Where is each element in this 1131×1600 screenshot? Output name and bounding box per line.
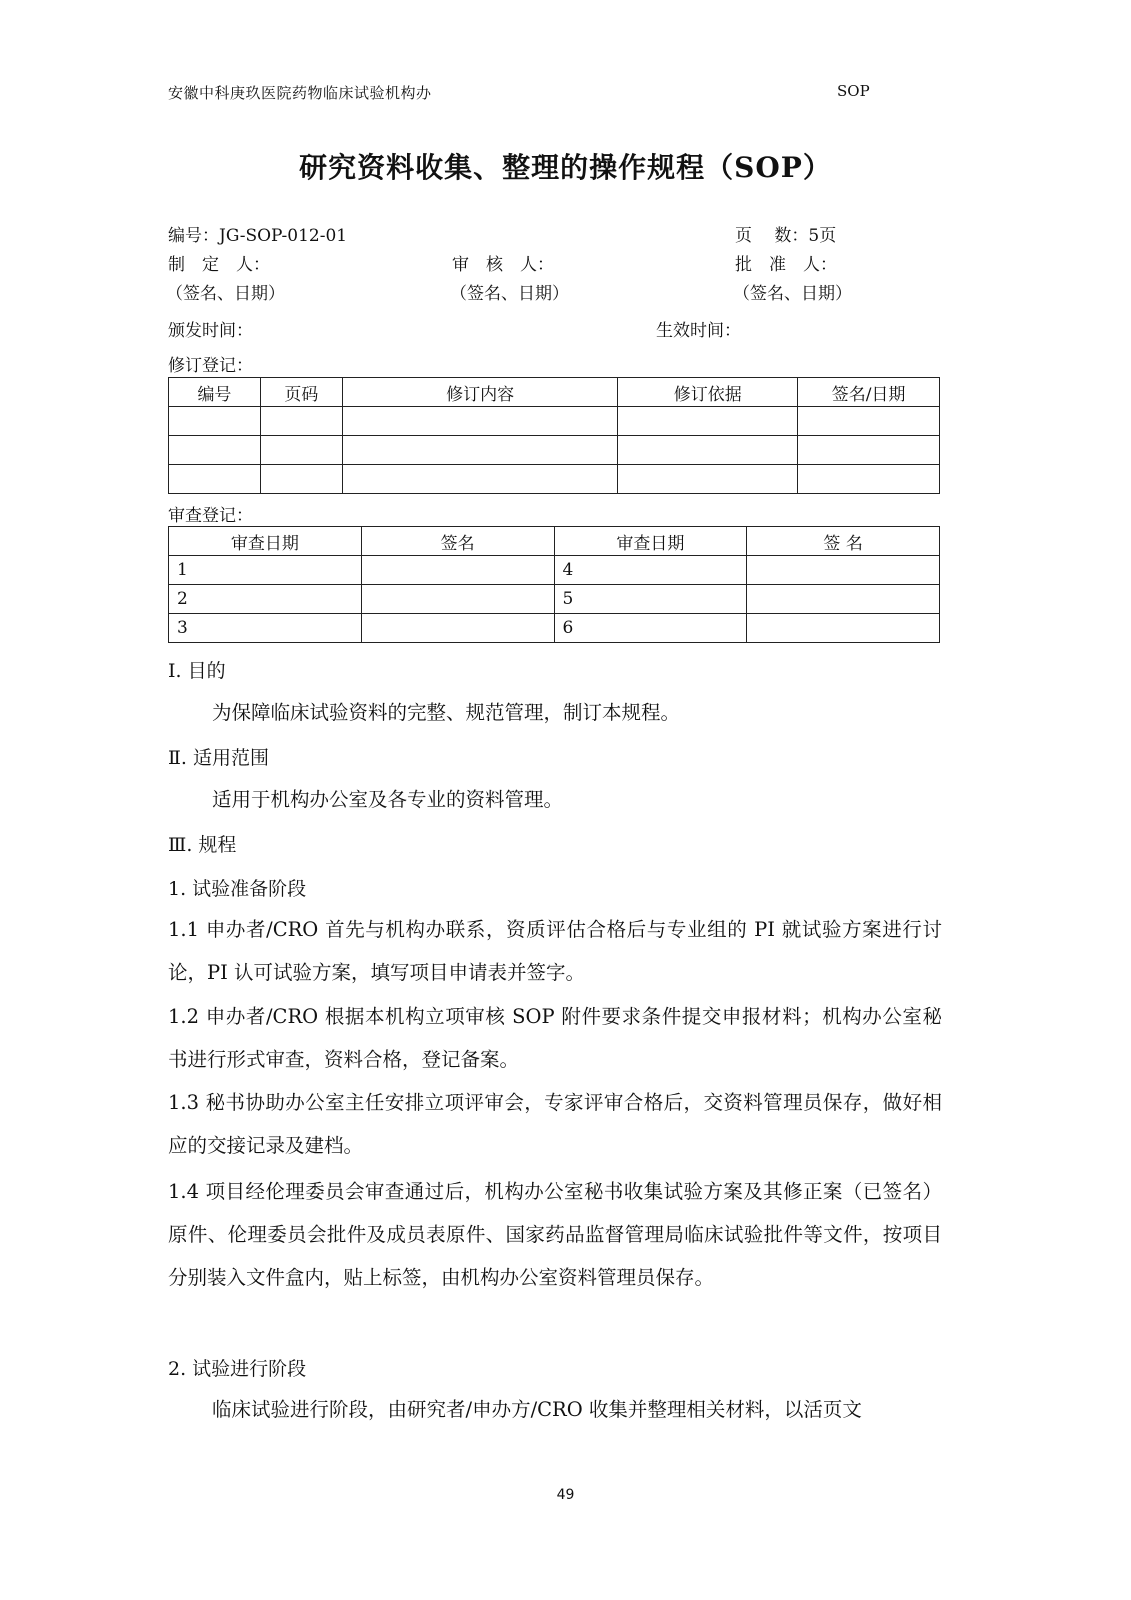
table-row — [169, 436, 940, 465]
page-title: 研究资料收集、整理的操作规程（SOP） — [299, 151, 832, 184]
table-cell[interactable] — [798, 436, 940, 465]
table-cell[interactable] — [342, 465, 618, 494]
paragraph-1-1: 1.1 申办者/CRO 首先与机构办联系，资质评估合格后与专业组的 PI 就试验方案进行讨论，PI 认可试验方案，填写项目申请表并签字。 — [168, 918, 942, 984]
paragraph-1-2: 1.2 申办者/CRO 根据本机构立项审核 SOP 附件要求条件提交申报材料；机构办公室秘书进行形式审查，资料合格，登记备案。 — [168, 1005, 942, 1071]
drafter-sign-hint: （签名、日期） — [166, 284, 285, 304]
section-scope-text: 适用于机构办公室及各专业的资料管理。 — [212, 788, 564, 811]
table-row — [169, 614, 940, 643]
table-cell[interactable] — [747, 585, 940, 614]
paragraph-1-3: 1.3 秘书协助办公室主任安排立项评审会，专家评审合格后，交资料管理员保存，做好相应的交接记录及建档。 — [168, 1091, 942, 1157]
paragraph-1-4: 1.4 项目经伦理委员会审查通过后，机构办公室秘书收集试验方案及其修正案（已签名）原件、伦理委员会批件及成员表原件、国家药品监督管理局临床试验批件等文件，按项目分别装入文件盒内，贴上标签，由机构办公室资料管理员保存。 — [168, 1180, 942, 1289]
table-cell[interactable] — [361, 614, 554, 643]
table-cell[interactable] — [798, 465, 940, 494]
review-log-label: 审查登记： — [168, 506, 253, 526]
table-cell[interactable] — [618, 465, 798, 494]
table-cell[interactable] — [747, 614, 940, 643]
review-log-table — [168, 526, 940, 643]
page-count — [735, 221, 836, 246]
table-cell[interactable]: 3 — [169, 614, 362, 643]
table-row — [169, 465, 940, 494]
revision-header-content: 修订内容 — [342, 378, 618, 407]
table-cell[interactable] — [169, 465, 261, 494]
paragraph-2: 临床试验进行阶段，由研究者/申办方/CRO 收集并整理相关材料，以活页文 — [212, 1398, 862, 1421]
table-cell[interactable]: 4 — [554, 556, 747, 585]
table-cell[interactable] — [618, 407, 798, 436]
issue-time-label: 颁发时间： — [168, 321, 253, 341]
table-cell[interactable] — [342, 407, 618, 436]
header-organization: 安徽中科庚玖医院药物临床试验机构办 — [168, 84, 432, 102]
table-cell[interactable]: 6 — [554, 614, 747, 643]
doc-number: 编号：JG-SOP-012-01 — [168, 226, 348, 246]
review-header-signature-2: 签 名 — [747, 527, 940, 556]
table-cell[interactable]: 1 — [169, 556, 362, 585]
section-purpose-text: 为保障临床试验资料的完整、规范管理，制订本规程。 — [212, 701, 681, 724]
revision-log-label: 修订登记： — [168, 356, 253, 376]
stage2-heading: 2. 试验进行阶段 — [168, 1358, 307, 1380]
table-cell[interactable] — [747, 556, 940, 585]
revision-header-page: 页码 — [260, 378, 342, 407]
table-row — [169, 407, 940, 436]
effective-time-label: 生效时间： — [656, 321, 741, 341]
drafter-label: 制 定 人： — [168, 255, 270, 275]
table-cell[interactable]: 2 — [169, 585, 362, 614]
table-cell[interactable]: 5 — [554, 585, 747, 614]
review-header-date-2: 审查日期 — [554, 527, 747, 556]
table-cell[interactable] — [260, 436, 342, 465]
table-cell[interactable] — [361, 556, 554, 585]
section-purpose-heading: Ⅰ. 目的 — [168, 660, 226, 682]
table-cell[interactable] — [260, 407, 342, 436]
approver-label: 批 准 人： — [735, 255, 837, 275]
stage1-heading: 1. 试验准备阶段 — [168, 878, 307, 900]
approver-sign-hint: （签名、日期） — [733, 284, 852, 304]
table-cell[interactable] — [169, 436, 261, 465]
header-doc-type: SOP — [837, 82, 870, 100]
reviewer-sign-hint: （签名、日期） — [450, 284, 569, 304]
revision-header-signature: 签名/日期 — [798, 378, 940, 407]
review-header-signature-1: 签名 — [361, 527, 554, 556]
table-cell[interactable] — [342, 436, 618, 465]
table-row — [169, 556, 940, 585]
table-row — [169, 585, 940, 614]
reviewer-label: 审 核 人： — [452, 255, 554, 275]
page-count-value: 5页 — [808, 226, 837, 246]
table-cell[interactable] — [361, 585, 554, 614]
table-cell[interactable] — [260, 465, 342, 494]
revision-header-basis: 修订依据 — [618, 378, 798, 407]
table-cell[interactable] — [618, 436, 798, 465]
page-count-label: 页 数： — [735, 226, 809, 246]
review-header-date-1: 审查日期 — [169, 527, 362, 556]
revision-header-number: 编号 — [169, 378, 261, 407]
table-cell[interactable] — [798, 407, 940, 436]
revision-log-table — [168, 377, 940, 494]
revision-log-header-row — [169, 378, 940, 407]
section-procedure-heading: Ⅲ. 规程 — [168, 834, 237, 856]
section-scope-heading: Ⅱ. 适用范围 — [168, 747, 269, 769]
table-cell[interactable] — [169, 407, 261, 436]
page-number: 49 — [556, 1487, 575, 1503]
review-log-header-row — [169, 527, 940, 556]
